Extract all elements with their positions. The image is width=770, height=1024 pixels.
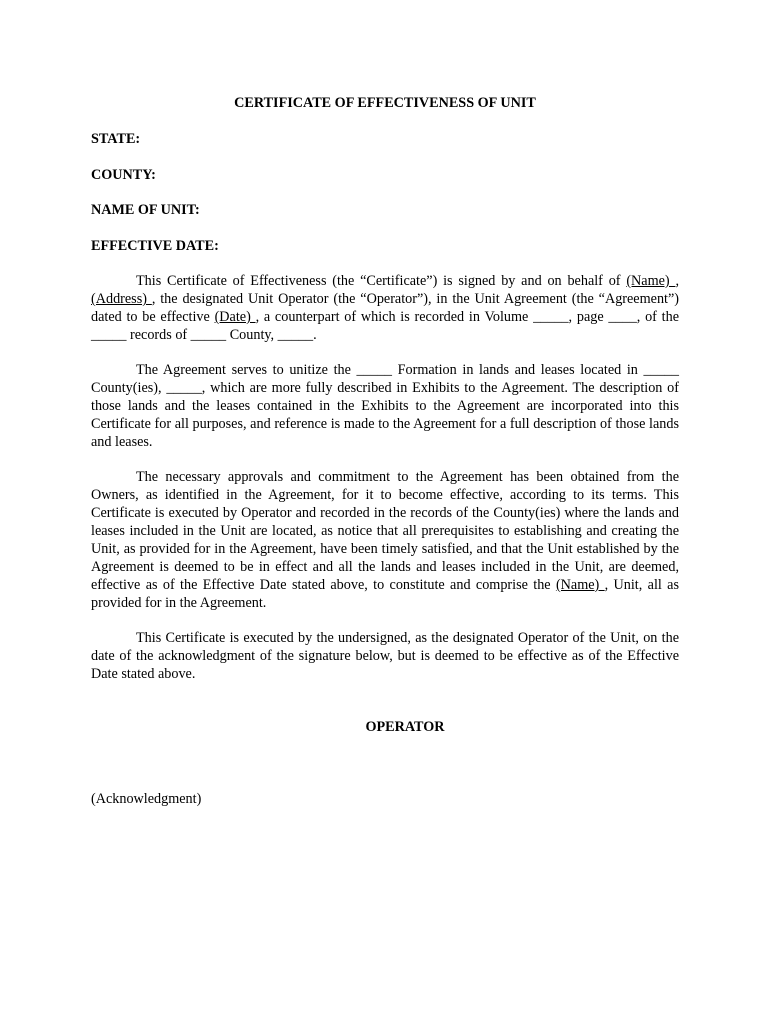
date-placeholder: (Date) xyxy=(214,309,256,325)
paragraph-approvals xyxy=(91,468,679,612)
paragraph-text: , Unit, all as provided for in the Agreement. xyxy=(91,577,679,611)
paragraph-executed: This Certificate is executed by the undersigned, as the designated Operator of the Unit, on the date of the acknowledgment of the signature below, but is deemed to be effective as of the Effective Date stated above. xyxy=(91,630,679,682)
effective-date-label: EFFECTIVE DATE: xyxy=(91,238,219,254)
paragraph-signing xyxy=(91,272,679,344)
county-label: COUNTY: xyxy=(91,167,156,183)
document-title: CERTIFICATE OF EFFECTIVENESS OF UNIT xyxy=(234,95,536,111)
paragraph-unitize: The Agreement serves to unitize the _____ Formation in lands and leases located in _____ County(ies), _____, which are more fully described in Exhibits to the Agreement. The description of those lands and the leases contained in the Exhibits to the Agreement are incorporated into this Certificate for all purposes, and reference is made to the Agreement for a full description of those lands and leases. xyxy=(91,362,679,450)
paragraph-text: , a counterpart of which is recorded in Volume _____, page ____, of the _____ records of _____ County, _____. xyxy=(91,309,680,343)
name-of-unit-label: NAME OF UNIT: xyxy=(91,202,200,218)
state-label: STATE: xyxy=(91,131,141,147)
paragraph-text: This Certificate of Effectiveness (the “Certificate”) is signed by and on behalf of xyxy=(136,273,627,289)
unit-name-placeholder: (Name) xyxy=(555,577,605,593)
acknowledgment-label: (Acknowledgment) xyxy=(91,791,202,807)
paragraph-text: The necessary approvals and commitment to the Agreement has been obtained from the Owners, as identified in the Agreement, for it to become effective, according to its terms. This Certificate is executed by Operator and recorded in the records of the County(ies) where the lands and leases included in the Unit are located, as notice that all prerequisites to establishing and creating the Unit, as provided for in the Agreement, have been timely satisfied, and that the Unit established by the Agreement is deemed to be in effect and all the lands and leases included in the Unit, are deemed, effective as of the Effective Date stated above, to constitute and comprise the xyxy=(91,469,679,593)
paragraph-text: , the designated Unit Operator (the “Operator”), in the Unit Agreement (the “Agreement”) dated to be effective xyxy=(91,291,679,325)
name-placeholder: (Name) xyxy=(626,273,676,289)
address-placeholder: (Address) xyxy=(91,291,152,307)
operator-heading: OPERATOR xyxy=(365,719,445,735)
paragraph-text: , xyxy=(675,273,679,289)
